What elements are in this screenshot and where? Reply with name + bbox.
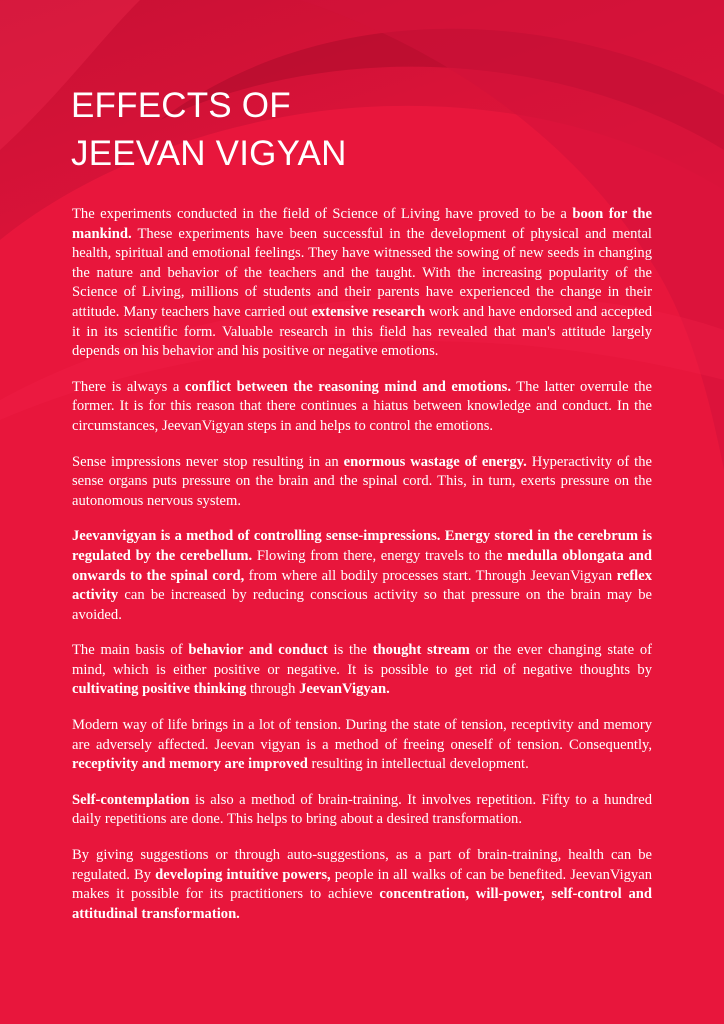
- body-text: The latter overrule the former. It is for this reason that there continues a hiatus between knowledge and conduct. In the circumstances, JeevanVigyan steps in and helps to control the emotions.: [72, 378, 652, 434]
- emphasis-text: cultivating positive thinking: [72, 681, 247, 698]
- body-text: These experiments have been successful in the development of physical and mental health, spiritual and emotional feelings. They have witnessed the sowing of new seeds in changing the nature and behavior of the teachers and the taught. With the increasing popularity of the Science of Living, millions of students and their parents have experienced the change in their attitude. Many teachers have carried out: [72, 225, 652, 320]
- emphasis-text: receptivity and memory are improved: [72, 756, 308, 773]
- emphasis-text: extensive research: [311, 303, 426, 320]
- body-text: work and have endorsed and accepted it in its scientific form. Valuable research in this field has revealed that man's attitude largely depends on his behavior and his positive or negative emotions.: [72, 303, 653, 360]
- emphasis-text: medulla oblongata and onwards to the spinal cord,: [72, 547, 652, 584]
- emphasis-text: behavior and conduct: [188, 642, 328, 659]
- emphasis-text: Jeevanvigyan is a method of controlling sense-impressions. Energy stored in the cerebrum is regulated by the cerebellum.: [72, 528, 652, 564]
- paragraph-4: [72, 527, 652, 625]
- body-text: Flowing from there, energy travels to the: [252, 547, 508, 564]
- body-text: resulting in intellectual development.: [307, 756, 529, 773]
- emphasis-text: enormous wastage of energy.: [343, 453, 527, 470]
- body-text: The experiments conducted in the field of Science of Living have proved to be a: [72, 206, 573, 222]
- emphasis-text: concentration, will-power, self-control and attitudinal transformation.: [72, 886, 652, 922]
- title-line-2: JEEVAN VIGYAN: [71, 134, 347, 173]
- body-text: from where all bodily processes start. Through JeevanVigyan: [244, 567, 617, 584]
- paragraph-7: [72, 791, 652, 830]
- page-title: [71, 82, 347, 178]
- body-text: or the ever changing state of mind, which is either positive or negative. It is possible to get rid of negative thoughts by: [72, 642, 653, 678]
- body-text: can be increased by reducing conscious activity so that pressure on the brain may be avoided.: [72, 587, 652, 623]
- emphasis-text: reflex activity: [72, 567, 652, 604]
- paragraph-5: [72, 641, 652, 700]
- body-text: There is always a: [72, 378, 185, 395]
- body-text: is the: [327, 642, 373, 659]
- body-text: through: [246, 681, 300, 698]
- emphasis-text: boon for the mankind.: [72, 206, 652, 242]
- title-line-1: EFFECTS OF: [71, 86, 291, 125]
- paragraph-2: [72, 378, 652, 437]
- body-text: Hyperactivity of the sense organs puts pressure on the brain and the spinal cord. This, in turn, exerts pressure on the autonomous nervous system.: [72, 453, 653, 509]
- body-text: is also a method of brain-training. It involves repetition. Fifty to a hundred daily repetitions are done. This helps to bring about a desired transformation.: [72, 791, 652, 828]
- body-text: By giving suggestions or through auto-suggestions, as a part of brain-training, health can be regulated. By: [72, 847, 652, 883]
- paragraph-3: [72, 453, 652, 512]
- paragraph-8: [72, 846, 652, 924]
- emphasis-text: conflict between the reasoning mind and emotions.: [184, 378, 511, 395]
- body-text: The main basis of: [72, 642, 189, 659]
- emphasis-text: thought stream: [372, 642, 470, 659]
- emphasis-text: JeevanVigyan.: [299, 681, 390, 698]
- emphasis-text: Self-contemplation: [72, 791, 190, 808]
- emphasis-text: developing intuitive powers,: [155, 866, 331, 883]
- body-text: Sense impressions never stop resulting in an: [72, 453, 344, 470]
- body-text: Modern way of life brings in a lot of tension. During the state of tension, receptivity and memory are adversely affected. Jeevan vigyan is a method of freeing oneself of tension. Consequently,: [72, 717, 652, 753]
- body-text: people in all walks of can be benefited. JeevanVigyan makes it possible for its practitioners to achieve: [72, 866, 652, 903]
- paragraph-6: [72, 716, 652, 775]
- paragraph-1: [72, 205, 652, 362]
- article-body: [72, 205, 652, 940]
